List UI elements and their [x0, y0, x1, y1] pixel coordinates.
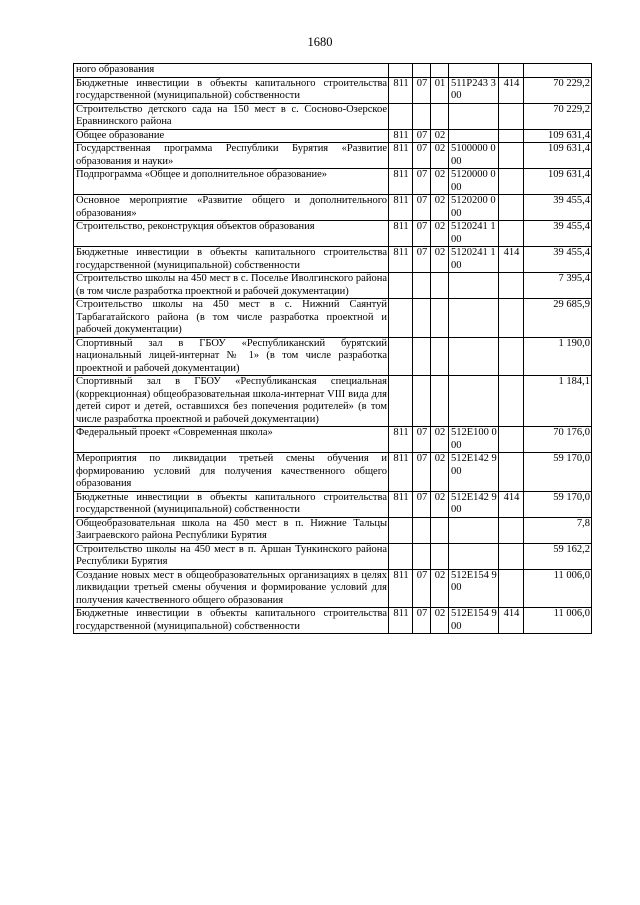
row-pr	[431, 64, 449, 78]
row-csr: 512Е142 900	[449, 491, 499, 517]
row-csr: 5120241 100	[449, 221, 499, 247]
row-name: Общее образование	[74, 129, 389, 143]
row-vr	[499, 64, 524, 78]
row-amount: 59 170,0	[524, 453, 592, 492]
row-name: Бюджетные инвестиции в объекты капитального строительства государственной (муниципальной) собственности	[74, 247, 389, 273]
row-pr	[431, 103, 449, 129]
table-row	[74, 376, 592, 427]
row-csr	[449, 273, 499, 299]
row-vr	[499, 376, 524, 427]
row-rz: 07	[413, 169, 431, 195]
row-vr: 414	[499, 247, 524, 273]
row-rz: 07	[413, 221, 431, 247]
row-pr	[431, 337, 449, 376]
row-name: Подпрограмма «Общее и дополнительное образование»	[74, 169, 389, 195]
row-csr: 5100000 000	[449, 143, 499, 169]
row-name: Основное мероприятие «Развитие общего и дополнительного образования»	[74, 195, 389, 221]
row-rz	[413, 273, 431, 299]
row-rz	[413, 103, 431, 129]
table-row	[74, 143, 592, 169]
row-amount: 109 631,4	[524, 143, 592, 169]
row-pr: 02	[431, 221, 449, 247]
row-rz: 07	[413, 608, 431, 634]
row-rz	[413, 543, 431, 569]
row-vr	[499, 337, 524, 376]
row-amount: 70 229,2	[524, 77, 592, 103]
row-rz: 07	[413, 77, 431, 103]
row-csr: 512Е100 000	[449, 427, 499, 453]
row-rz: 07	[413, 569, 431, 608]
row-amount: 39 455,4	[524, 247, 592, 273]
row-csr	[449, 129, 499, 143]
row-rz: 07	[413, 247, 431, 273]
row-rz	[413, 337, 431, 376]
row-rz: 07	[413, 129, 431, 143]
row-rz: 07	[413, 453, 431, 492]
row-csr: 512Е154 900	[449, 569, 499, 608]
row-amount: 70 176,0	[524, 427, 592, 453]
row-pr: 02	[431, 169, 449, 195]
row-name: Бюджетные инвестиции в объекты капитального строительства государственной (муниципальной) собственности	[74, 608, 389, 634]
row-name: Федеральный проект «Современная школа»	[74, 427, 389, 453]
table-row	[74, 129, 592, 143]
row-name: Государственная программа Республики Бурятия «Развитие образования и науки»	[74, 143, 389, 169]
row-pr	[431, 517, 449, 543]
row-rz	[413, 517, 431, 543]
row-amount: 11 006,0	[524, 608, 592, 634]
table-row	[74, 247, 592, 273]
row-name: ного образования	[74, 64, 389, 78]
row-gr: 811	[389, 169, 413, 195]
row-gr	[389, 64, 413, 78]
row-gr	[389, 273, 413, 299]
row-csr	[449, 64, 499, 78]
table-row	[74, 453, 592, 492]
row-csr: 512Е142 900	[449, 453, 499, 492]
row-pr: 02	[431, 453, 449, 492]
table-row	[74, 337, 592, 376]
table-row	[74, 169, 592, 195]
row-amount: 11 006,0	[524, 569, 592, 608]
row-amount: 29 685,9	[524, 299, 592, 338]
row-vr	[499, 427, 524, 453]
row-gr: 811	[389, 491, 413, 517]
row-gr: 811	[389, 77, 413, 103]
row-csr: 511Р243 300	[449, 77, 499, 103]
row-amount: 59 170,0	[524, 491, 592, 517]
row-name: Спортивный зал в ГБОУ «Республиканская специальная (коррекционная) общеобразовательная школа-интернат VIII вида для детей сирот и детей, оставшихся без попечения родителей» (в том числе разработка проектной и рабочей документации)	[74, 376, 389, 427]
row-amount: 7 395,4	[524, 273, 592, 299]
row-gr: 811	[389, 247, 413, 273]
row-gr	[389, 103, 413, 129]
row-pr: 01	[431, 77, 449, 103]
row-csr	[449, 103, 499, 129]
row-amount: 59 162,2	[524, 543, 592, 569]
row-amount: 109 631,4	[524, 129, 592, 143]
row-gr: 811	[389, 569, 413, 608]
row-csr	[449, 376, 499, 427]
budget-table	[73, 63, 592, 634]
row-csr: 5120000 000	[449, 169, 499, 195]
row-vr	[499, 129, 524, 143]
row-csr	[449, 517, 499, 543]
row-pr: 02	[431, 608, 449, 634]
row-gr	[389, 543, 413, 569]
row-vr: 414	[499, 491, 524, 517]
row-amount: 7,8	[524, 517, 592, 543]
table-row	[74, 569, 592, 608]
table-row	[74, 299, 592, 338]
row-amount: 1 190,0	[524, 337, 592, 376]
row-pr: 02	[431, 129, 449, 143]
row-pr: 02	[431, 491, 449, 517]
row-pr: 02	[431, 569, 449, 608]
row-amount: 109 631,4	[524, 169, 592, 195]
row-csr: 5120200 000	[449, 195, 499, 221]
row-gr	[389, 376, 413, 427]
row-amount: 39 455,4	[524, 221, 592, 247]
row-vr	[499, 195, 524, 221]
row-pr	[431, 543, 449, 569]
row-name: Бюджетные инвестиции в объекты капитального строительства государственной (муниципальной) собственности	[74, 491, 389, 517]
table-row	[74, 195, 592, 221]
row-vr	[499, 273, 524, 299]
page-number: 1680	[307, 35, 333, 49]
row-vr	[499, 543, 524, 569]
row-gr	[389, 299, 413, 338]
row-csr	[449, 299, 499, 338]
row-csr	[449, 337, 499, 376]
row-gr: 811	[389, 143, 413, 169]
table-row	[74, 64, 592, 78]
row-vr: 414	[499, 77, 524, 103]
row-pr	[431, 376, 449, 427]
row-name: Спортивный зал в ГБОУ «Республиканский бурятский национальный лицей-интернат № 1» (в том числе разработка проектной и рабочей документации)	[74, 337, 389, 376]
table-row	[74, 517, 592, 543]
table-row	[74, 608, 592, 634]
row-name: Мероприятия по ликвидации третьей смены обучения и формированию условий для получения качественного общего образования	[74, 453, 389, 492]
row-vr	[499, 299, 524, 338]
row-amount	[524, 64, 592, 78]
row-amount: 1 184,1	[524, 376, 592, 427]
row-amount: 70 229,2	[524, 103, 592, 129]
row-vr	[499, 169, 524, 195]
row-csr: 512Е154 900	[449, 608, 499, 634]
row-gr	[389, 337, 413, 376]
row-name: Строительство детского сада на 150 мест в с. Сосново-Озерское Еравнинского района	[74, 103, 389, 129]
row-pr	[431, 273, 449, 299]
row-pr: 02	[431, 143, 449, 169]
row-gr: 811	[389, 453, 413, 492]
row-name: Общеобразовательная школа на 450 мест в п. Нижние Тальцы Заиграевского района Республики Бурятия	[74, 517, 389, 543]
table-row	[74, 491, 592, 517]
row-name: Строительство школы на 450 мест в п. Аршан Тункинского района Республики Бурятия	[74, 543, 389, 569]
row-name: Бюджетные инвестиции в объекты капитального строительства государственной (муниципальной) собственности	[74, 77, 389, 103]
table-row	[74, 273, 592, 299]
row-rz	[413, 64, 431, 78]
table-row	[74, 427, 592, 453]
table-row	[74, 221, 592, 247]
row-pr: 02	[431, 247, 449, 273]
row-pr: 02	[431, 427, 449, 453]
row-vr	[499, 103, 524, 129]
row-gr: 811	[389, 195, 413, 221]
row-vr	[499, 517, 524, 543]
row-vr	[499, 221, 524, 247]
row-rz: 07	[413, 143, 431, 169]
row-name: Строительство, реконструкция объектов образования	[74, 221, 389, 247]
row-rz: 07	[413, 195, 431, 221]
row-csr: 5120241 100	[449, 247, 499, 273]
row-name: Создание новых мест в общеобразовательных организациях в целях ликвидации третьей смены обучения и формирование условий для получения качественного общего образования	[74, 569, 389, 608]
row-rz	[413, 376, 431, 427]
row-pr	[431, 299, 449, 338]
table-row	[74, 77, 592, 103]
table-row	[74, 103, 592, 129]
budget-table-body	[74, 64, 592, 634]
row-rz: 07	[413, 491, 431, 517]
row-pr: 02	[431, 195, 449, 221]
row-gr: 811	[389, 129, 413, 143]
row-vr	[499, 569, 524, 608]
row-gr	[389, 517, 413, 543]
row-rz	[413, 299, 431, 338]
row-gr: 811	[389, 221, 413, 247]
row-name: Строительство школы на 450 мест в с. Поселье Иволгинского района (в том числе разработка проектной и рабочей документации)	[74, 273, 389, 299]
row-vr	[499, 143, 524, 169]
table-row	[74, 543, 592, 569]
row-gr: 811	[389, 608, 413, 634]
row-gr: 811	[389, 427, 413, 453]
row-csr	[449, 543, 499, 569]
row-vr	[499, 453, 524, 492]
row-amount: 39 455,4	[524, 195, 592, 221]
row-vr: 414	[499, 608, 524, 634]
row-name: Строительство школы на 450 мест в с. Нижний Саянтуй Тарбагатайского района (в том числе разработка проектной и рабочей документации)	[74, 299, 389, 338]
row-rz: 07	[413, 427, 431, 453]
